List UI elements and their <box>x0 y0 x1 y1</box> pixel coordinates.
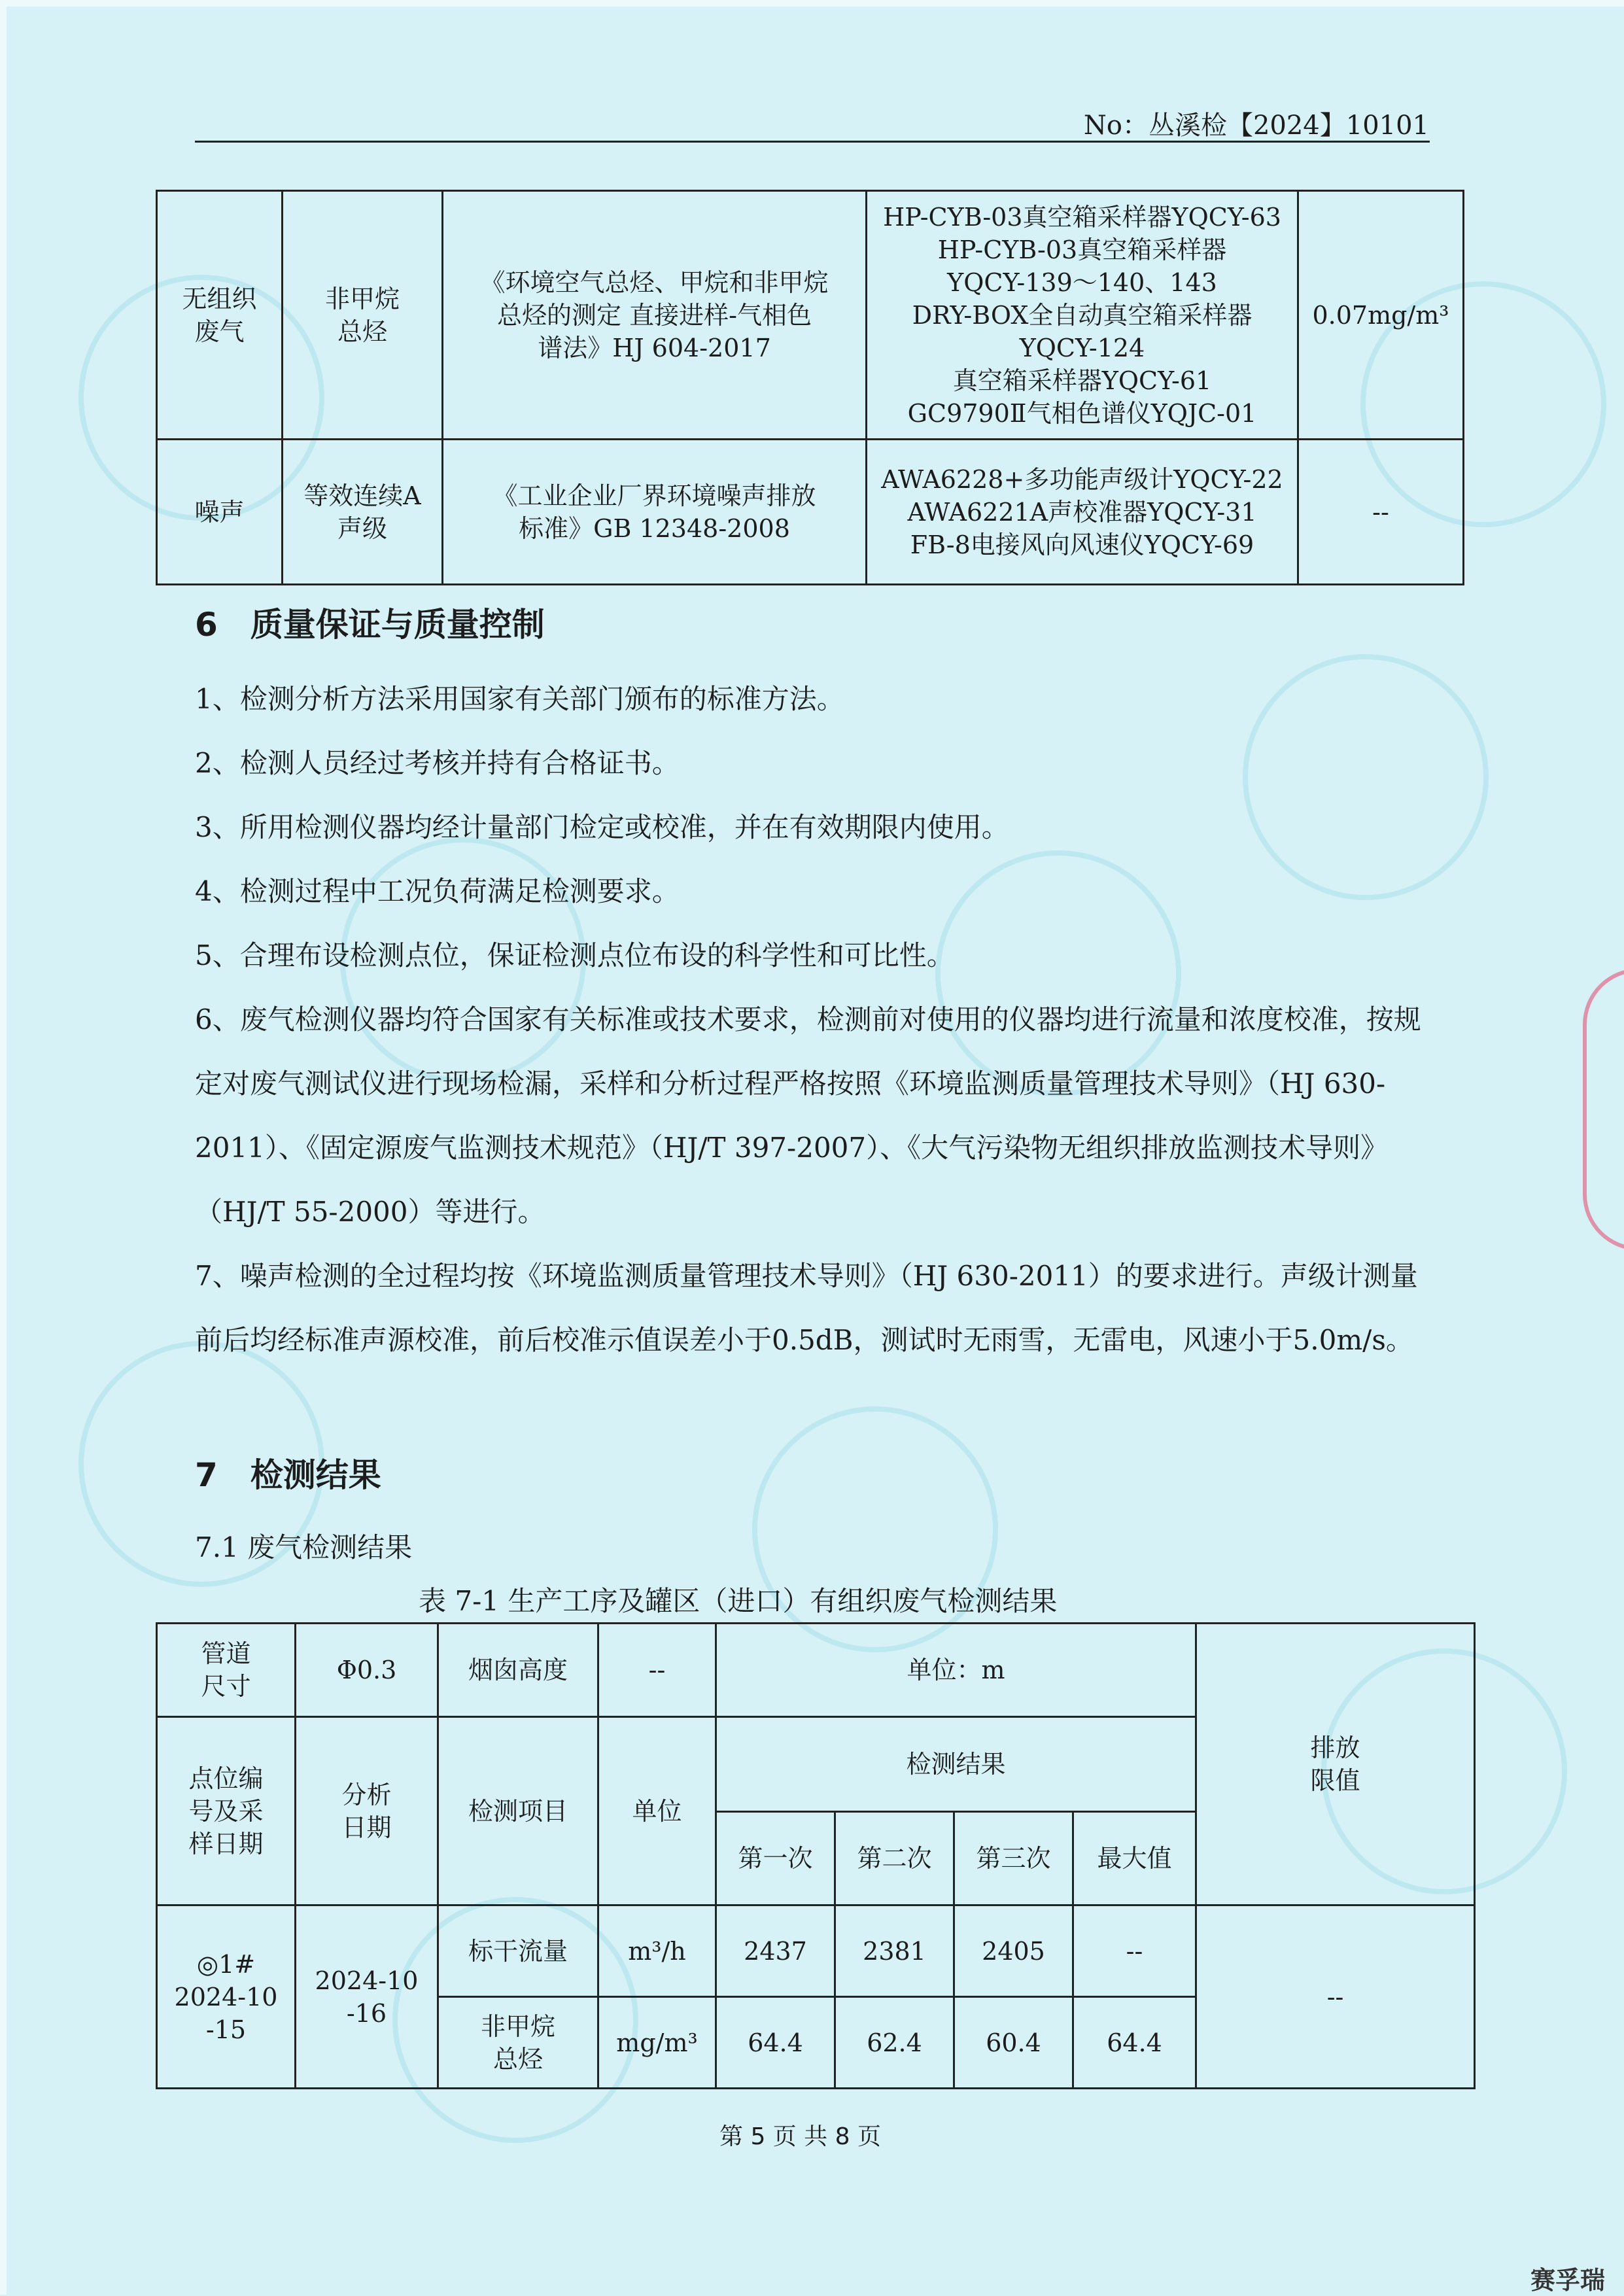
analysis-date-header: 分析 日期 <box>296 1717 438 1905</box>
unit-cell: mg/m³ <box>598 1997 716 2089</box>
run-header: 第三次 <box>954 1812 1073 1905</box>
subsection-heading: 7.1 废气检测结果 <box>195 1531 413 1563</box>
section-heading: 7 检测结果 <box>195 1456 381 1494</box>
instrument-cell: AWA6228+多功能声级计YQCY-22 AWA6221A声校准器YQCY-31 FB-8电接风向风速仪YQCY-69 <box>867 440 1298 585</box>
report-number: No：丛溪检【2024】10101 <box>1083 111 1429 141</box>
category-cell: 噪声 <box>157 440 283 585</box>
analysis-date-value: 2024-10 -16 <box>296 1905 438 2089</box>
result-header: 检测结果 <box>716 1717 1196 1812</box>
value-cell: 2381 <box>835 1905 954 1997</box>
value-cell: 60.4 <box>954 1997 1073 2089</box>
item-cell: 非甲烷 总烃 <box>438 1997 598 2089</box>
value-cell: 2405 <box>954 1905 1073 1997</box>
qa-item: 6、废气检测仪器均符合国家有关标准或技术要求，检测前对使用的仪器均进行流量和浓度校准，按规定对废气测试仪进行现场检漏，采样和分析过程严格按照《环境监测质量管理技术导则》（HJ 630-2011）、《固定源废气监测技术规范》（HJ/T 397-2007）、《大气污染物无组织排放监测技术导则》（HJ/T 55-2000）等进行。 <box>195 1003 1421 1228</box>
run-header: 最大值 <box>1073 1812 1196 1905</box>
value-cell: 64.4 <box>716 1997 835 2089</box>
chimney-height-value: -- <box>598 1624 716 1717</box>
limit-header: 排放 限值 <box>1196 1624 1475 1905</box>
section-heading: 6 质量保证与质量控制 <box>195 606 545 644</box>
item-header: 检测项目 <box>438 1717 598 1905</box>
unit-note: 单位：m <box>716 1624 1196 1717</box>
value-cell: 2437 <box>716 1905 835 1997</box>
table-row <box>157 191 1464 440</box>
page-number: 第 5 页 共 8 页 <box>719 2123 882 2150</box>
unit-header: 单位 <box>598 1717 716 1905</box>
pipe-size-label: 管道 尺寸 <box>157 1624 296 1717</box>
pipe-size-value: Φ0.3 <box>296 1624 438 1717</box>
table-row <box>157 440 1464 585</box>
item-cell: 标干流量 <box>438 1905 598 1997</box>
qa-item: 4、检测过程中工况负荷满足检测要求。 <box>195 875 680 907</box>
header-divider <box>195 141 1430 143</box>
item-cell: 非甲烷 总烃 <box>283 191 443 440</box>
qa-item: 7、噪声检测的全过程均按《环境监测质量管理技术导则》（HJ 630-2011）的要求进行。声级计测量前后均经标准声源校准，前后校准示值误差小于0.5dB，测试时无雨雪，无雷电，风速小于5.0m/s。 <box>195 1260 1418 1356</box>
run-header: 第一次 <box>716 1812 835 1905</box>
value-cell: 64.4 <box>1073 1997 1196 2089</box>
value-cell: -- <box>1073 1905 1196 1997</box>
point-value: ◎1# 2024-10 -15 <box>157 1905 296 2089</box>
qa-item: 2、检测人员经过考核并持有合格证书。 <box>195 747 680 779</box>
run-header: 第二次 <box>835 1812 954 1905</box>
unit-cell: m³/h <box>598 1905 716 1997</box>
limit-value: -- <box>1196 1905 1475 2089</box>
corner-logo-text: 赛孚瑞 <box>1530 2266 1606 2295</box>
table-caption: 表 7-1 生产工序及罐区（进口）有组织废气检测结果 <box>419 1585 1058 1617</box>
table-row <box>157 1624 1475 1717</box>
qa-item: 5、合理布设检测点位，保证检测点位布设的科学性和可比性。 <box>195 939 954 971</box>
detection-limit-cell: 0.07mg/m³ <box>1298 191 1464 440</box>
results-table <box>156 1622 1476 2089</box>
detection-limit-cell: -- <box>1298 440 1464 585</box>
chimney-height-label: 烟囱高度 <box>438 1624 598 1717</box>
category-cell: 无组织 废气 <box>157 191 283 440</box>
instrument-cell: HP-CYB-03真空箱采样器YQCY-63 HP-CYB-03真空箱采样器 YQCY-139～140、143 DRY-BOX全自动真空箱采样器 YQCY-124 真空箱采样器YQCY-61 GC9790Ⅱ气相色谱仪YQJC-01 <box>867 191 1298 440</box>
point-header: 点位编 号及采 样日期 <box>157 1717 296 1905</box>
method-cell: 《环境空气总烃、甲烷和非甲烷 总烃的测定 直接进样-气相色 谱法》HJ 604-2017 <box>443 191 867 440</box>
value-cell: 62.4 <box>835 1997 954 2089</box>
table-row <box>157 1905 1475 1997</box>
qa-item: 1、检测分析方法采用国家有关部门颁布的标准方法。 <box>195 683 844 715</box>
qa-item: 3、所用检测仪器均经计量部门检定或校准，并在有效期限内使用。 <box>195 811 1009 843</box>
red-seal-fragment <box>1583 968 1624 1251</box>
method-cell: 《工业企业厂界环境噪声排放 标准》GB 12348-2008 <box>443 440 867 585</box>
item-cell: 等效连续A 声级 <box>283 440 443 585</box>
methods-table <box>156 190 1464 585</box>
